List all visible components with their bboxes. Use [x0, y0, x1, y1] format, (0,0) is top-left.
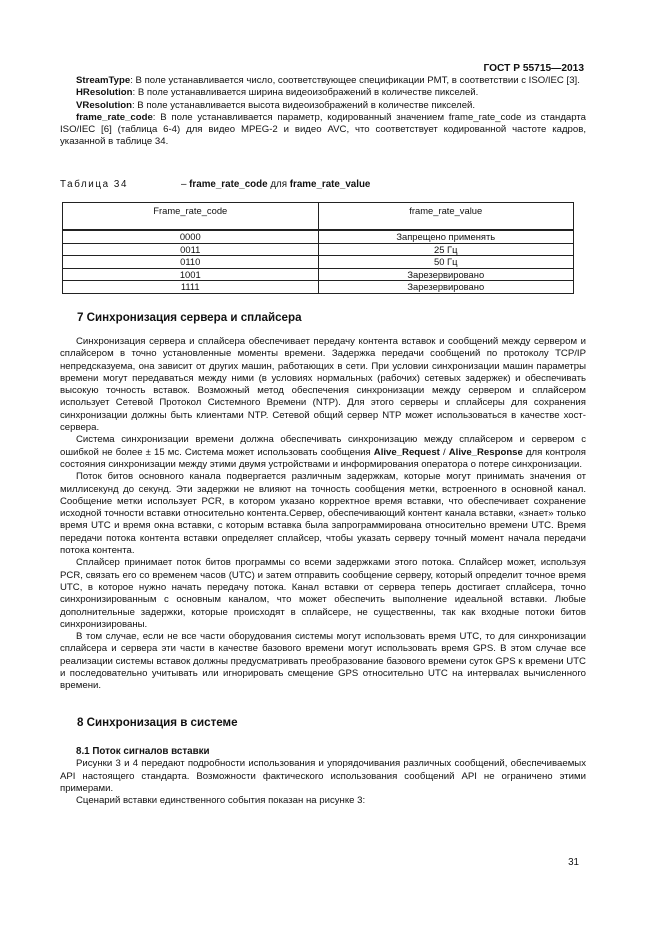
alive-response-term: Alive_Response [448, 446, 523, 458]
streamtype-term: StreamType [76, 75, 131, 86]
table-row [63, 243, 574, 256]
hresolution-term: HResolution [76, 87, 133, 99]
frame-rate-code-term: frame_rate_code [76, 111, 153, 123]
section-8-paragraph: Рисунки 3 и 4 передают подробности использования и упорядочивания различных сообщений, обеспечиваемых API настоящего стандарта. Возможности фактического использования сообщений API не ограничено этими примерами. [60, 758, 586, 794]
streamtype-paragraph: StreamType: В поле устанавливается число, соответствующее спецификации PMT, в соответствии с ISO/IEC [3]. [76, 75, 580, 86]
table-cell: 0011 [63, 243, 319, 256]
field-definitions [60, 75, 586, 149]
section-7-paragraph: Система синхронизации времени должна обеспечивать синхронизацию между сплайсером и сервером с ошибкой не более ± 15 мс. Система может использовать сообщения Alive_Request / Alive_Response для контроля состояния синхронизации между этими двумя устройствами и информирования оператора о потере синхронизации. [60, 434, 586, 470]
table-cell: 0000 [63, 230, 319, 243]
section-7-paragraph: Поток битов основного канала подвергается различным задержкам, которые могут принимать значения от миллисекунд до секунд. Эти задержки не влияют на точность сообщения метки, встроенного в основной канал. Сообщение метки использует PCR, в котором указано корректное время вставки, что обеспечивает сохранение исходной точности вставки относительно контента.Сервер, обеспечивающий контент канала вставки, «знает» только время UTC и время окна вставки, с которым вставка была запрограммирована относительно времени UTC. Время передачи потока контента вставки определяет сплайсер, чтобы указать серверу точный момент начала передачи потока контента. [60, 471, 586, 557]
table-cell: 1111 [63, 281, 319, 294]
column-header: frame_rate_value [318, 203, 574, 231]
alive-request-term: Alive_Request [373, 446, 440, 458]
table-row [63, 256, 574, 269]
table-cell: 25 Гц [318, 243, 574, 256]
table-cell: Зарезервировано [318, 268, 574, 281]
page-number: 31 [568, 857, 579, 868]
table-cell: Запрещено применять [318, 230, 574, 243]
table-caption: Таблица 34 – frame_rate_code для frame_rate_value [60, 179, 371, 190]
section-8-heading: 8 Синхронизация в системе [77, 716, 238, 729]
table-cell: Зарезервировано [318, 281, 574, 294]
table-label: Таблица 34 [60, 179, 129, 190]
table-cell: 1001 [63, 268, 319, 281]
frame-rate-code-paragraph: frame_rate_code: В поле устанавливается параметр, кодированный значением frame_rate_code из стандарта ISO/IEC [6] (таблица 6-4) для видео MPEG-2 и видео AVC, что соответствует кодированной частоте кадров, указанной в таблице 34. [60, 111, 586, 148]
vresolution-paragraph: VResolution: В поле устанавливается высота видеоизображений в количестве пикселей. [76, 99, 476, 111]
table-cell: 0110 [63, 256, 319, 269]
vresolution-term: VResolution [76, 99, 132, 111]
hresolution-paragraph: HResolution: В поле устанавливается ширина видеоизображений в количестве пикселей. [76, 87, 479, 99]
table-row [63, 268, 574, 281]
column-header: Frame_rate_code [63, 203, 319, 231]
section-7-paragraph: Сплайсер принимает поток битов программы со всеми задержками этого потока. Сплайсер может, используя PCR, связать его со временем часов (UTC) и затем отправить сообщение серверу, который определит точное время UTC, в которое нужно начать передачу потока. Канал вставки от сервера теперь достигает сплайсера, точно синхронизированным с основным каналом, что может обеспечить выполнение идеальной вставки. Любые дополнительные задержки, которые происходят в сплайсере, не существенны, так как входные потоки битов синхронизированы. [60, 557, 586, 630]
section-8-body [60, 746, 586, 807]
section-8-paragraph: Сценарий вставки единственного события показан на рисунке 3: [76, 795, 366, 807]
table-row [63, 281, 574, 294]
table-header-row [63, 203, 574, 231]
document-header: ГОСТ Р 55715—2013 [483, 63, 584, 74]
table-cell: 50 Гц [318, 256, 574, 269]
section-7-heading: 7 Синхронизация сервера и сплайсера [77, 311, 302, 324]
section-7-body [60, 336, 586, 693]
frame-rate-table [62, 202, 574, 294]
subsection-8-1-heading: 8.1 Поток сигналов вставки [76, 746, 210, 757]
section-7-paragraph: Синхронизация сервера и сплайсера обеспечивает передачу контента вставок и сообщений между сервером и сплайсером в точно установленные моменты времени. Задержка передачи сообщений по протоколу TCP/IP непредсказуема, она зависит от других машин, работающих в сети. При условии синхронизации машин параметры времени могут передаваться между ними (в условиях нормальных (рабочих) сетевых задержек) и обеспечивать высокую точность вставок. Возможный метод обеспечения синхронизации между сервером и сплайсером использует Сетевой Протокол Системного Времени (NTP). Для этого серверы и сплайсеры для сохранения синхронизации должны быть клиентами NTP. Сетевой общий сервер NTP может использоваться в качестве хост-сервера. [60, 336, 586, 434]
table-row [63, 230, 574, 243]
section-7-paragraph: В том случае, если не все части оборудования системы могут использовать время UTC, то для синхронизации сплайсера и сервера эти части в качестве базового времени могут использовать время GPS. В этом случае все реализации системы вставок должны предусматривать преобразование базового времени суток GPS к времени UTC и последовательно учитывать или игнорировать смещение GPS относительно UTC на интервалах вычисленного времени. [60, 631, 586, 692]
